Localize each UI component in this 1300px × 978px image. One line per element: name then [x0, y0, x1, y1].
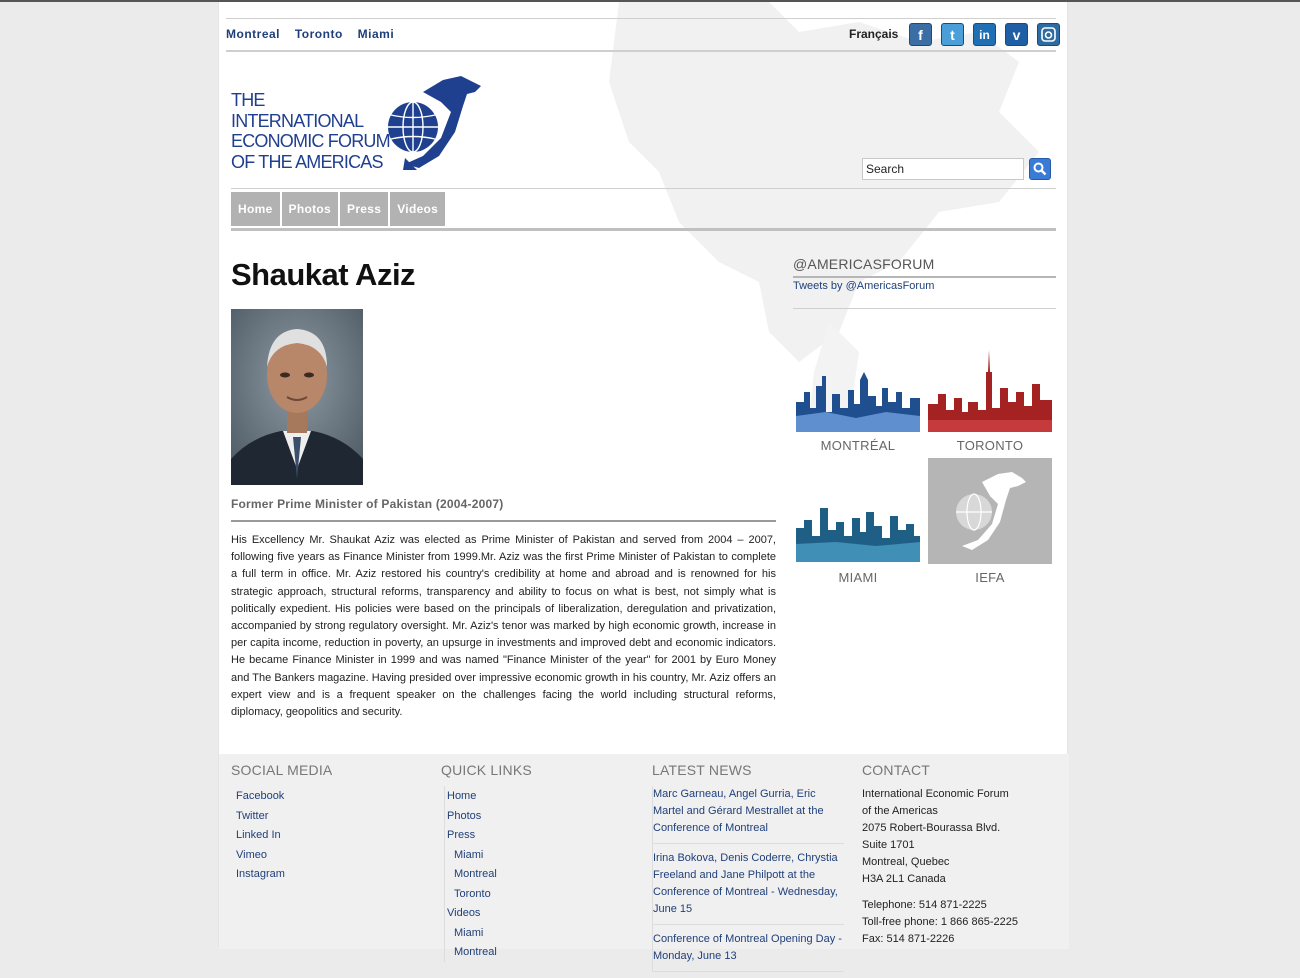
biography-text: His Excellency Mr. Shaukat Aziz was elected as Prime Minister of Pakistan and served from 2004 – 2007, following five years as Finance Minister from 1999.Mr. Aziz was the first Prime Minister of Pakistan to complete a full term in office. Mr. Aziz restored his country's credibility at home and abroad and is renowned for his strategic approach, structural reforms, transparency and ability to focus on what is best, not simply what is politically expedient. His policies were based on the principals of liberalization, deregulation and privatization, accompanied by strong regulatory oversight. Mr. Aziz's tenor was marked by high economic growth, increase in per capita income, reduction in poverty, an upsurge in investments and improved debt and economic indicators. He became Finance Minister in 1999 and was named "Finance Minister of the year" for 2001 by Euro Money and The Bankers magazine. Having presided over impressive economic growth in his country, Mr. Aziz offers an expert view and is a frequent speaker on the challenges facing the world including structural reforms, diplomacy, geopolitics and security. [231, 534, 776, 719]
contact-address: International Economic Forum of the Americas 2075 Robert-Bourassa Blvd. Suite 1701 Montreal, Quebec H3A 2L1 Canada Telephone: 514 871-2225 Toll-free phone: 1 866 865-2225 Fax: 514 871-2226 [862, 786, 1062, 948]
montreal-skyline-icon [796, 332, 920, 434]
city-tile-label-miami: MIAMI [838, 570, 878, 585]
footer-link-facebook[interactable]: Facebook [236, 790, 285, 802]
footer-link-twitter[interactable]: Twitter [236, 809, 269, 822]
quick-link-press-miami[interactable]: Miami [454, 848, 484, 861]
twitter-icon[interactable]: t [941, 23, 964, 46]
tweets-link[interactable]: Tweets by @AmericasForum [793, 280, 935, 292]
news-item[interactable]: Marc Garneau, Angel Gurria, Eric Martel and Gérard Mestrallet at the Conference of Montreal [653, 786, 844, 844]
vimeo-icon[interactable]: v [1005, 23, 1028, 46]
twitter-rule-bottom [793, 308, 1056, 309]
footer-link-vimeo[interactable]: Vimeo [236, 848, 267, 861]
contact-fax: Fax: 514 871-2226 [862, 933, 955, 945]
facebook-icon[interactable]: f [909, 23, 932, 46]
city-tile-montreal[interactable] [796, 332, 920, 458]
page [218, 2, 1068, 962]
language-link[interactable]: Français [849, 27, 899, 41]
footer-news-heading: LATEST NEWS [652, 762, 752, 778]
nav-videos[interactable]: Videos [390, 192, 445, 226]
city-tile-label-montreal: MONTRÉAL [820, 438, 896, 453]
footer-link-instagram[interactable]: Instagram [236, 868, 285, 880]
city-links [226, 27, 405, 41]
twitter-rule [793, 276, 1056, 278]
quick-link-press-montreal[interactable]: Montreal [454, 868, 497, 880]
footer-social-media [231, 762, 332, 884]
footer-quick-links-heading: QUICK LINKS [441, 762, 532, 778]
footer-quick-links [441, 762, 532, 962]
iefa-logo-icon [928, 458, 1052, 564]
globe-cougar-logo-icon [383, 72, 493, 172]
quick-link-videos-montreal[interactable]: Montreal [454, 946, 497, 958]
page-title: Shaukat Aziz [231, 257, 416, 292]
linkedin-icon[interactable]: in [973, 23, 996, 46]
footer-link-linkedin[interactable]: Linked In [236, 829, 281, 841]
news-item[interactable]: Conference of Montreal Opening Day - Monday, June 13 [653, 931, 844, 972]
footer [219, 754, 1069, 962]
site-logo[interactable] [231, 72, 491, 177]
nav-rule-bottom [231, 228, 1056, 231]
search-input[interactable] [862, 158, 1024, 180]
nav-press[interactable]: Press [340, 192, 388, 226]
logo-text: THE INTERNATIONAL ECONOMIC FORUM OF THE AMERICAS [231, 90, 390, 172]
portrait-photo [231, 309, 363, 485]
quick-link-press-toronto[interactable]: Toronto [454, 887, 491, 900]
city-tile-iefa[interactable] [928, 458, 1052, 584]
caption-divider [231, 520, 776, 522]
news-item[interactable]: Irina Bokova, Denis Coderre, Chrystia Freeland and Jane Philpott at the Conference of Montreal - Wednesday, June 15 [653, 850, 844, 925]
twitter-handle-heading: @AMERICASFORUM [793, 256, 935, 272]
footer-social-heading: SOCIAL MEDIA [231, 762, 333, 778]
city-tile-label-iefa: IEFA [975, 570, 1005, 585]
miami-skyline-icon [796, 464, 920, 566]
search-icon [1033, 162, 1047, 176]
top-bar [226, 18, 1056, 52]
city-link-toronto[interactable]: Toronto [294, 27, 343, 41]
city-tile-label-toronto: TORONTO [956, 438, 1024, 453]
contact-tollfree: Toll-free phone: 1 866 865-2225 [862, 916, 1018, 928]
toronto-skyline-icon [928, 332, 1052, 434]
instagram-icon[interactable] [1037, 23, 1060, 46]
quick-link-press[interactable]: Press [447, 829, 476, 841]
quick-link-photos[interactable]: Photos [447, 809, 482, 822]
social-icons [909, 23, 1060, 46]
city-tile-miami[interactable] [796, 464, 920, 590]
nav-photos[interactable]: Photos [282, 192, 338, 226]
search-button[interactable] [1029, 158, 1051, 180]
footer-latest-news [652, 762, 844, 978]
quick-link-videos[interactable]: Videos [447, 907, 481, 919]
person-title: Former Prime Minister of Pakistan (2004-2007) [231, 497, 504, 511]
footer-contact-heading: CONTACT [862, 762, 931, 778]
contact-telephone: Telephone: 514 871-2225 [862, 899, 987, 911]
city-link-miami[interactable]: Miami [357, 27, 395, 41]
city-tile-toronto[interactable] [928, 332, 1052, 458]
city-link-montreal[interactable]: Montreal [226, 27, 281, 41]
nav-home[interactable]: Home [231, 192, 280, 226]
quick-link-home[interactable]: Home [447, 790, 477, 802]
main-nav [231, 192, 445, 226]
nav-rule-top [231, 188, 1056, 189]
quick-link-videos-miami[interactable]: Miami [454, 926, 484, 939]
footer-contact [862, 762, 1062, 948]
